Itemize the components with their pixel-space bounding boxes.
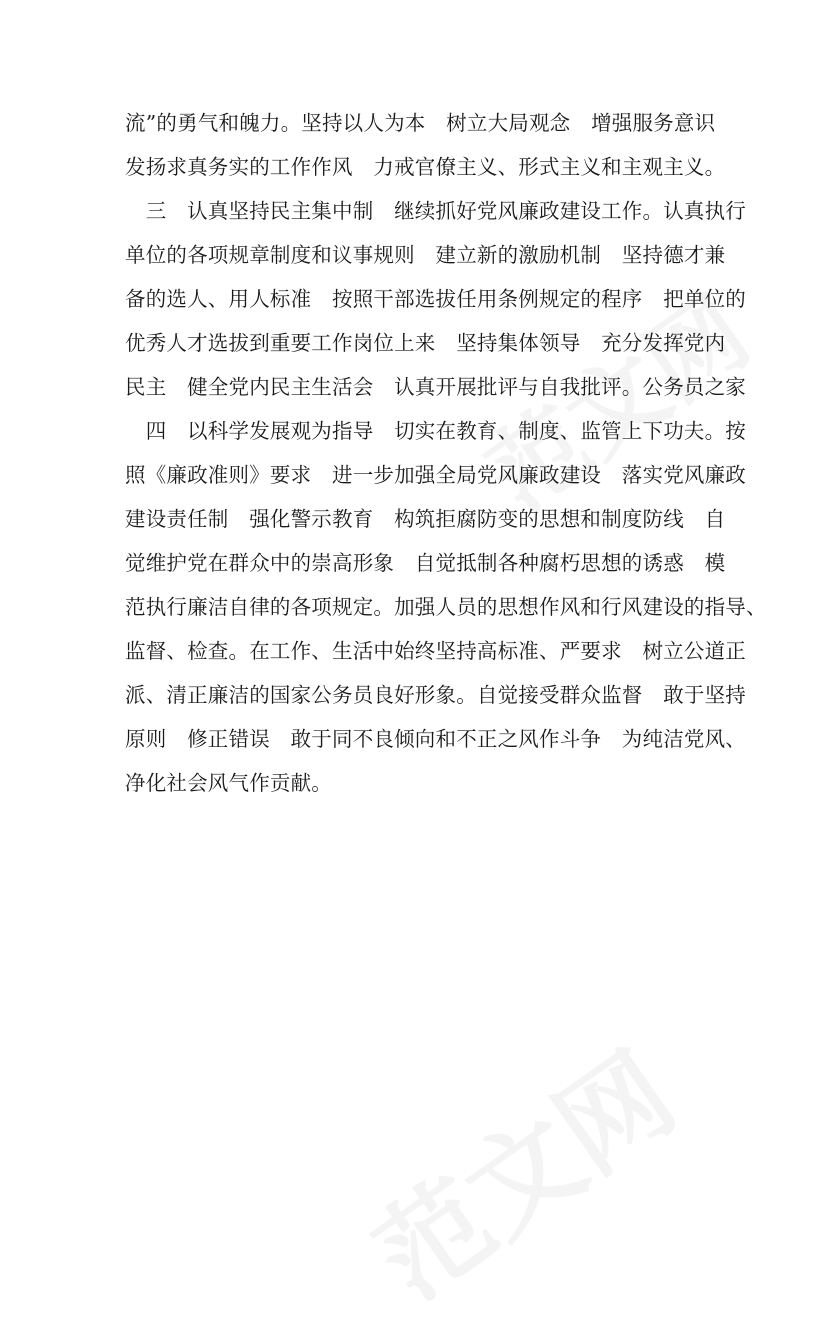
text-line: 民主 健全党内民主生活会 认真开展批评与自我批评。公务员之家 [125,375,746,399]
text-line: 原则 修正错误 敢于同不良倾向和不正之风作斗争 为纯洁党风、 [125,727,746,751]
text-line: 三 认真坚持民主集中制 继续抓好党风廉政建设工作。认真执行 [125,199,746,223]
text-line: 发扬求真务实的工作作风 力戒官僚主义、形式主义和主观主义。 [125,155,726,179]
text-line: 照《廉政准则》要求 进一步加强全局党风廉政建设 落实党风廉政 [125,463,746,487]
text-line: 派、清正廉洁的国家公务员良好形象。自觉接受群众监督 敢于坚持 [125,683,746,707]
body-text [125,101,767,805]
text-line: 四 以科学发展观为指导 切实在教育、制度、监管上下功夫。按 [125,419,746,443]
text-line: 单位的各项规章制度和议事规则 建立新的激励机制 坚持德才兼 [125,243,726,267]
text-line: 流”的勇气和魄力。坚持以人为本 树立大局观念 增强服务意识 [125,111,716,135]
text-line: 备的选人、用人标准 按照干部选拔任用条例规定的程序 把单位的 [125,287,746,311]
watermark [340,1010,701,1328]
text-line: 觉维护党在群众中的崇高形象 自觉抵制各种腐朽思想的诱惑 模 [125,551,726,575]
text-line: 建设责任制 强化警示教育 构筑拒腐防变的思想和制度防线 自 [125,507,726,531]
text-line: 范执行廉洁自律的各项规定。加强人员的思想作风和行风建设的指导、 [125,595,767,619]
text-line: 净化社会风气作贡献。 [125,771,332,795]
text-line: 优秀人才选拔到重要工作岗位上来 坚持集体领导 充分发挥党内 [125,331,726,355]
text-line: 监督、检查。在工作、生活中始终坚持高标准、严要求 树立公道正 [125,639,746,663]
